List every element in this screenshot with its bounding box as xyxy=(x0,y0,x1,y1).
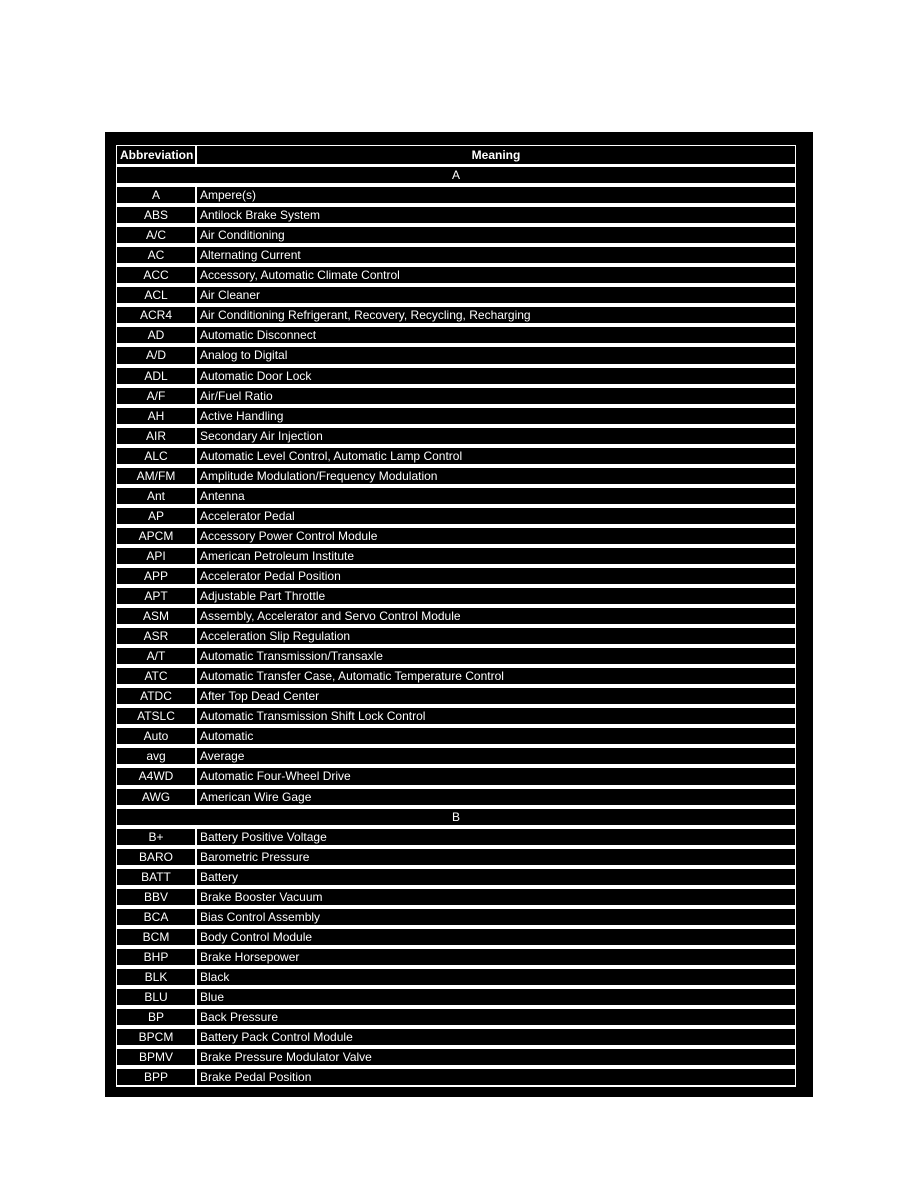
abbreviation-cell: AM/FM xyxy=(116,466,196,486)
table-row xyxy=(116,305,796,325)
abbreviation-cell: ASR xyxy=(116,626,196,646)
meaning-cell: Assembly, Accelerator and Servo Control Module xyxy=(196,606,796,626)
meaning-cell: Accessory Power Control Module xyxy=(196,526,796,546)
meaning-cell: Alternating Current xyxy=(196,245,796,265)
abbreviation-cell: BLK xyxy=(116,967,196,987)
abbreviation-table xyxy=(116,145,796,1087)
abbreviation-cell: AD xyxy=(116,325,196,345)
table-row xyxy=(116,787,796,807)
abbreviation-cell: ADL xyxy=(116,366,196,386)
table-row xyxy=(116,1067,796,1087)
abbreviation-cell: APCM xyxy=(116,526,196,546)
table-row xyxy=(116,526,796,546)
table-row xyxy=(116,827,796,847)
abbreviation-cell: ACC xyxy=(116,265,196,285)
meaning-cell: Brake Pressure Modulator Valve xyxy=(196,1047,796,1067)
meaning-cell: Automatic Transfer Case, Automatic Temperature Control xyxy=(196,666,796,686)
table-row xyxy=(116,345,796,365)
section-row xyxy=(116,807,796,827)
meaning-cell: Automatic Door Lock xyxy=(196,366,796,386)
table-row xyxy=(116,666,796,686)
abbreviation-cell: A/D xyxy=(116,345,196,365)
abbreviation-cell: AWG xyxy=(116,787,196,807)
meaning-cell: Automatic Four-Wheel Drive xyxy=(196,766,796,786)
table-row xyxy=(116,366,796,386)
abbreviation-cell: ATC xyxy=(116,666,196,686)
meaning-cell: Automatic Level Control, Automatic Lamp Control xyxy=(196,446,796,466)
abbreviation-cell: ALC xyxy=(116,446,196,466)
abbreviation-cell: A xyxy=(116,185,196,205)
meaning-cell: Battery Positive Voltage xyxy=(196,827,796,847)
table-row xyxy=(116,205,796,225)
abbreviation-cell: A/F xyxy=(116,386,196,406)
table-row xyxy=(116,987,796,1007)
table-row xyxy=(116,867,796,887)
abbreviation-cell: B+ xyxy=(116,827,196,847)
section-letter: B xyxy=(116,807,796,827)
table-row xyxy=(116,887,796,907)
meaning-cell: Analog to Digital xyxy=(196,345,796,365)
abbreviation-cell: BBV xyxy=(116,887,196,907)
table-row xyxy=(116,245,796,265)
table-row xyxy=(116,426,796,446)
meaning-cell: Brake Booster Vacuum xyxy=(196,887,796,907)
meaning-cell: Accessory, Automatic Climate Control xyxy=(196,265,796,285)
meaning-cell: Black xyxy=(196,967,796,987)
abbreviation-cell: ATSLC xyxy=(116,706,196,726)
table-row xyxy=(116,967,796,987)
meaning-cell: Air Conditioning Refrigerant, Recovery, Recycling, Recharging xyxy=(196,305,796,325)
abbreviation-cell: BCM xyxy=(116,927,196,947)
meaning-cell: Amplitude Modulation/Frequency Modulation xyxy=(196,466,796,486)
meaning-cell: Body Control Module xyxy=(196,927,796,947)
meaning-cell: Air Cleaner xyxy=(196,285,796,305)
meaning-cell: Back Pressure xyxy=(196,1007,796,1027)
meaning-cell: Automatic Transmission Shift Lock Control xyxy=(196,706,796,726)
abbreviation-cell: ASM xyxy=(116,606,196,626)
table-row xyxy=(116,1027,796,1047)
table-row xyxy=(116,927,796,947)
meaning-cell: Antenna xyxy=(196,486,796,506)
table-row xyxy=(116,566,796,586)
table-row xyxy=(116,626,796,646)
meaning-cell: American Wire Gage xyxy=(196,787,796,807)
table-header-row xyxy=(116,145,796,165)
meaning-cell: American Petroleum Institute xyxy=(196,546,796,566)
abbreviation-cell: BPMV xyxy=(116,1047,196,1067)
table-row xyxy=(116,1047,796,1067)
meaning-column-header: Meaning xyxy=(196,145,796,165)
abbreviation-cell: AC xyxy=(116,245,196,265)
table-row xyxy=(116,947,796,967)
table-row xyxy=(116,486,796,506)
table-row xyxy=(116,386,796,406)
table-row xyxy=(116,265,796,285)
abbreviation-cell: APP xyxy=(116,566,196,586)
abbreviation-cell: BPP xyxy=(116,1067,196,1087)
meaning-cell: Active Handling xyxy=(196,406,796,426)
table-row xyxy=(116,1007,796,1027)
meaning-cell: Secondary Air Injection xyxy=(196,426,796,446)
abbreviation-cell: ABS xyxy=(116,205,196,225)
table-row xyxy=(116,726,796,746)
abbreviation-cell: avg xyxy=(116,746,196,766)
meaning-cell: Battery Pack Control Module xyxy=(196,1027,796,1047)
meaning-cell: Automatic xyxy=(196,726,796,746)
table-row xyxy=(116,325,796,345)
meaning-cell: Average xyxy=(196,746,796,766)
meaning-cell: Brake Pedal Position xyxy=(196,1067,796,1087)
meaning-cell: Antilock Brake System xyxy=(196,205,796,225)
meaning-cell: Air/Fuel Ratio xyxy=(196,386,796,406)
abbreviation-cell: BARO xyxy=(116,847,196,867)
abbreviation-cell: AH xyxy=(116,406,196,426)
table-body xyxy=(116,165,796,1087)
table-row xyxy=(116,225,796,245)
table-row xyxy=(116,766,796,786)
meaning-cell: Adjustable Part Throttle xyxy=(196,586,796,606)
abbreviation-cell: ATDC xyxy=(116,686,196,706)
abbreviation-cell: ACL xyxy=(116,285,196,305)
abbreviation-cell: Auto xyxy=(116,726,196,746)
abbreviation-cell: AP xyxy=(116,506,196,526)
meaning-cell: Blue xyxy=(196,987,796,1007)
abbreviation-cell: BPCM xyxy=(116,1027,196,1047)
table-row xyxy=(116,907,796,927)
abbreviation-column-header: Abbreviation xyxy=(116,145,196,165)
table-row xyxy=(116,546,796,566)
meaning-cell: Air Conditioning xyxy=(196,225,796,245)
abbreviation-cell: BP xyxy=(116,1007,196,1027)
meaning-cell: Bias Control Assembly xyxy=(196,907,796,927)
table-row xyxy=(116,706,796,726)
table-row xyxy=(116,586,796,606)
table-row xyxy=(116,746,796,766)
table-row xyxy=(116,847,796,867)
meaning-cell: Battery xyxy=(196,867,796,887)
section-letter: A xyxy=(116,165,796,185)
meaning-cell: Ampere(s) xyxy=(196,185,796,205)
meaning-cell: After Top Dead Center xyxy=(196,686,796,706)
meaning-cell: Brake Horsepower xyxy=(196,947,796,967)
table-row xyxy=(116,446,796,466)
abbreviation-cell: A/C xyxy=(116,225,196,245)
abbreviation-cell: ACR4 xyxy=(116,305,196,325)
table-row xyxy=(116,686,796,706)
section-row xyxy=(116,165,796,185)
table-row xyxy=(116,285,796,305)
abbreviation-cell: Ant xyxy=(116,486,196,506)
meaning-cell: Accelerator Pedal xyxy=(196,506,796,526)
abbreviation-cell: AIR xyxy=(116,426,196,446)
meaning-cell: Barometric Pressure xyxy=(196,847,796,867)
meaning-cell: Automatic Disconnect xyxy=(196,325,796,345)
meaning-cell: Acceleration Slip Regulation xyxy=(196,626,796,646)
abbreviation-cell: BCA xyxy=(116,907,196,927)
table-row xyxy=(116,646,796,666)
meaning-cell: Automatic Transmission/Transaxle xyxy=(196,646,796,666)
abbreviation-cell: APT xyxy=(116,586,196,606)
abbreviation-cell: A/T xyxy=(116,646,196,666)
abbreviation-cell: A4WD xyxy=(116,766,196,786)
abbreviation-cell: API xyxy=(116,546,196,566)
table-row xyxy=(116,466,796,486)
meaning-cell: Accelerator Pedal Position xyxy=(196,566,796,586)
table-row xyxy=(116,606,796,626)
abbreviation-cell: BHP xyxy=(116,947,196,967)
abbreviation-cell: BLU xyxy=(116,987,196,1007)
table-row xyxy=(116,506,796,526)
table-row xyxy=(116,406,796,426)
table-row xyxy=(116,185,796,205)
abbreviation-cell: BATT xyxy=(116,867,196,887)
